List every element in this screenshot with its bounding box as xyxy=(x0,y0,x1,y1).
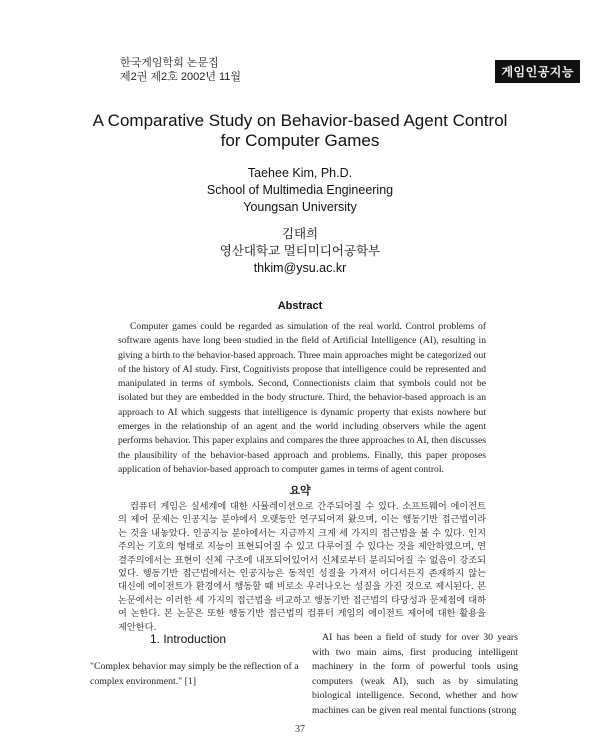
intro-paragraph: AI has been a field of study for over 30 years with two main aims, first producing intelligent machinery in the form of powerful tools using computers (weak AI), such as by simulating biological intelligence. Second, whether and how machines can be given real mental functions (strong xyxy=(312,632,518,716)
summary-heading: 요약 xyxy=(289,485,311,497)
author-university: Youngsan University xyxy=(243,200,357,214)
author-block-ko xyxy=(100,226,500,277)
epigraph-quote: "Complex behavior may simply be the reflection of a complex environment." [1] xyxy=(90,661,299,687)
author-block-en xyxy=(100,165,500,216)
title-line-1: A Comparative Study on Behavior-based Agent Control xyxy=(92,111,508,130)
summary-body: 컴퓨터 게임은 실세계에 대한 시뮬레이션으로 간주되어질 수 있다. 소프트웨어 에이전트의 제어 문제는 인공지능 분야에서 오랫동안 연구되어져 왔으며, 이는 행동기반 접근법이라는 것을 내놓았다. 인공지능 분야에서는 지금까지 크게 세 가지의 접근법을 볼 수 있다. 인지주의는 기호의 형태로 지능이 표현되어질 수 있고 다루어질 수 있다는 것을 제안하였으며, 연결주의에서는 표현이 신체 구조에 내포되어있어서 신체로부터 분리되어질 수 없음이 강조되었다. 행동기반 접근법에서는 인공지능은 동적인 성질을 가져서 어디서든지 존재하지 않는 대신에 에이전트가 환경에서 행동할 때 비로소 우러나오는 성질을 가진 것으로 제시된다. 본 논문에서는 이러한 세 가지의 접근법을 비교하고 행동기반 접근법의 타당성과 문제점에 대하여 논한다. 본 논문은 또한 행동기반 접근법의 컴퓨터 게임의 에이전트 제어에 대한 활용을 제안한다. xyxy=(118,501,486,633)
author-school: School of Multimedia Engineering xyxy=(206,183,394,197)
title-line-2: for Computer Games xyxy=(220,131,380,150)
abstract-heading: Abstract xyxy=(277,300,323,312)
journal-name: 한국게임학회 논문집 xyxy=(120,57,219,69)
journal-header xyxy=(120,56,241,84)
section-heading: 1. Introduction xyxy=(150,632,227,646)
paper-title xyxy=(60,111,540,151)
author-name-ko: 김태희 xyxy=(281,227,319,241)
author-name: Taehee Kim, Ph.D. xyxy=(247,166,353,180)
author-email: thkim@ysu.ac.kr xyxy=(253,261,347,275)
category-badge: 게임인공지능 xyxy=(495,60,580,83)
abstract-body: Computer games could be regarded as simulation of the real world. Control problems of software agents have long been studied in the field of Artificial Intelligence (AI), resulting in giving a birth to the behavior-based approach. Three main approaches might be categorized out of the history of AI study. First, Cognitivists propose that intelligence could be represented and manipulated in terms of symbols. Second, Connectionists claim that symbols could not be isolated but they are embedded in the body structure. Third, the behavior-based approach is an approach to AI which suggests that intelligence is dynamic property that exists nowhere but emerges in the relationship of an agent and the world including observers while the agent performs behavior. This paper explains and compares the three approaches to AI, then discusses the plausibility of the behavior-based approach and problems. Finally, this paper proposes application of behavior-based approach to computer games in terms of agent control. xyxy=(118,321,486,475)
journal-issue: 제2권 제2호 2002년 11월 xyxy=(120,71,242,83)
page-number: 37 xyxy=(295,724,305,735)
author-affiliation-ko: 영산대학교 멀티미디어공학부 xyxy=(219,244,381,258)
